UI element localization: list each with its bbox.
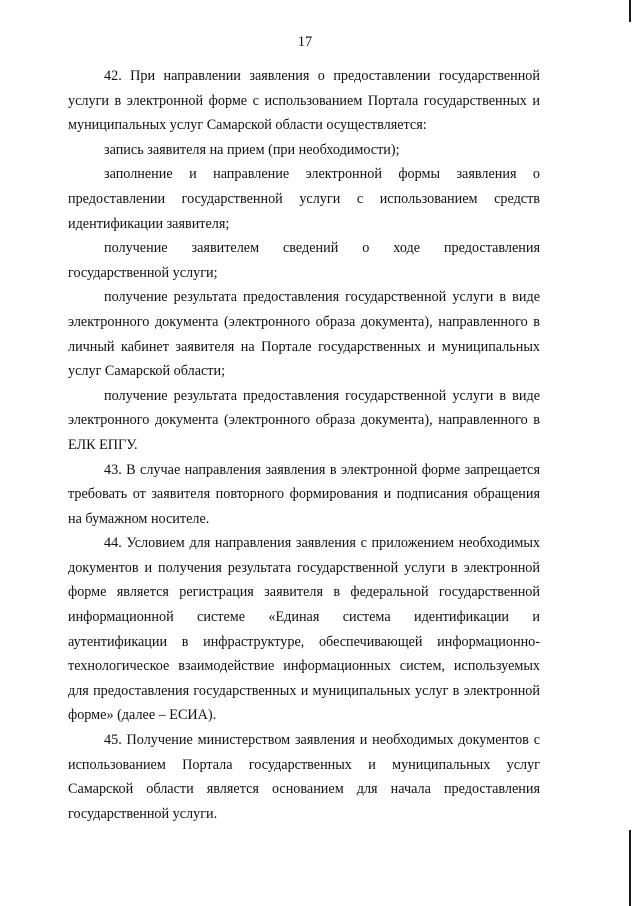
scan-edge-line-bottom (629, 830, 631, 906)
document-body (68, 64, 540, 826)
page-number: 17 (297, 34, 313, 50)
paragraph-form-submission: заполнение и направление электронной формы заявления о предоставлении государственной услуги с использованием средств идентификации заявителя; (68, 166, 540, 232)
paragraph-appointment: запись заявителя на прием (при необходимости); (104, 141, 400, 158)
paragraph-45: 45. Получение министерством заявления и необходимых документов с использованием Портала государственных и муниципальных услуг Самарской области является основанием для начала предоставления государственной услуги. (68, 732, 540, 822)
paragraph-result-elk-epgu: получение результата предоставления государственной услуги в виде электронного документа (электронного образа документа), направленного в ЕЛК ЕПГУ. (68, 387, 540, 453)
paragraph-progress-info: получение заявителем сведений о ходе предоставления государственной услуги; (68, 240, 540, 281)
paragraph-42: 42. При направлении заявления о предоставлении государственной услуги в электронной форме с использованием Портала государственных и муниципальных услуг Самарской области осуществляется: (68, 68, 540, 134)
paragraph-44: 44. Условием для направления заявления с приложением необходимых документов и получения результата государственной услуги в электронной форме является регистрация заявителя в федеральной государственной информационной системе «Единая система идентификации и аутентификации в инфраструктуре, обеспечивающей информационно-технологическое взаимодействие информационных систем, используемых для предоставления государственных и муниципальных услуг в электронной форме» (далее – ЕСИА). (68, 535, 540, 724)
scan-edge-line-top (629, 0, 631, 22)
paragraph-43: 43. В случае направления заявления в электронной форме запрещается требовать от заявителя повторного формирования и подписания обращения на бумажном носителе. (68, 461, 540, 527)
paragraph-result-regional-portal: получение результата предоставления государственной услуги в виде электронного документа (электронного образа документа), направленного в личный кабинет заявителя на Портале государственных и муниципальных услуг Самарской области; (68, 289, 540, 380)
